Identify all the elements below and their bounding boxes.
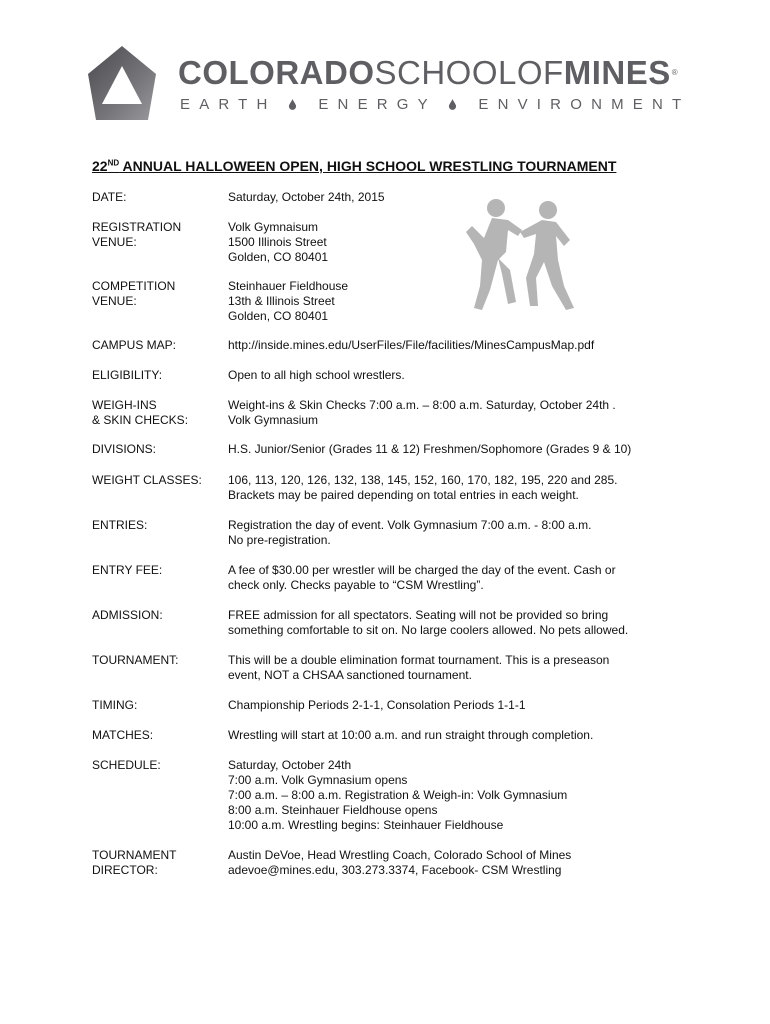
label-line: VENUE: <box>92 235 137 249</box>
label-line: TOURNAMENT: <box>92 653 179 667</box>
label-line: ENTRIES: <box>92 518 148 532</box>
title-number: 22 <box>92 158 108 174</box>
value-line: Austin DeVoe, Head Wrestling Coach, Colorado School of Mines <box>228 848 572 862</box>
tagline-earth: EARTH <box>180 96 277 113</box>
value-line: A fee of $30.00 per wrestler will be charged the day of the event. Cash or <box>228 563 616 577</box>
row-label <box>92 220 228 265</box>
row-label <box>92 563 228 593</box>
row-value <box>228 518 692 548</box>
row-value <box>228 563 692 593</box>
value-line: 106, 113, 120, 126, 132, 138, 145, 152, 160, 170, 182, 195, 220 and 285. <box>228 473 618 487</box>
row-value <box>228 473 692 503</box>
brand-wordmark <box>178 55 678 91</box>
mines-logo-icon <box>86 44 158 124</box>
row-eligibility <box>92 368 692 383</box>
value-line: Championship Periods 2-1-1, Consolation Periods 1-1-1 <box>228 698 526 712</box>
row-value <box>228 368 692 383</box>
drop-icon <box>288 99 297 110</box>
label-line: WEIGH-INS <box>92 398 157 412</box>
label-line: DIVISIONS: <box>92 442 157 456</box>
label-line: CAMPUS MAP: <box>92 338 177 352</box>
title-text: ANNUAL HALLOWEEN OPEN, HIGH SCHOOL WRESTLING TOURNAMENT <box>122 158 617 174</box>
label-line: SCHEDULE: <box>92 758 161 772</box>
row-label <box>92 190 228 205</box>
tagline-energy: ENERGY <box>318 96 437 113</box>
value-line: Saturday, October 24th <box>228 758 352 772</box>
row-value <box>228 608 692 638</box>
registered-mark: ® <box>671 68 679 77</box>
value-line: 7:00 a.m. Volk Gymnasium opens <box>228 773 408 787</box>
value-line: 8:00 a.m. Steinhauer Fieldhouse opens <box>228 803 438 817</box>
value-line: Steinhauer Fieldhouse <box>228 279 349 293</box>
row-registration-venue <box>92 220 692 265</box>
row-label <box>92 848 228 878</box>
row-entry-fee <box>92 563 692 593</box>
label-line: TOURNAMENT <box>92 848 177 862</box>
value-line: check only. Checks payable to “CSM Wrestling”. <box>228 578 484 592</box>
row-label <box>92 442 228 457</box>
row-date <box>92 190 692 205</box>
value-line: event, NOT a CHSAA sanctioned tournament. <box>228 668 472 682</box>
value-line: Volk Gymnasium <box>228 413 319 427</box>
value-line: 13th & Illinois Street <box>228 294 335 308</box>
title-ordinal: ND <box>107 158 120 168</box>
row-label <box>92 758 228 833</box>
label-line: ENTRY FEE: <box>92 563 163 577</box>
row-label <box>92 728 228 743</box>
row-label <box>92 608 228 638</box>
value-line: 1500 Illinois Street <box>228 235 327 249</box>
campus-map-link[interactable]: http://inside.mines.edu/UserFiles/File/facilities/MinesCampusMap.pdf <box>228 338 595 352</box>
label-line: TIMING: <box>92 698 138 712</box>
row-value <box>228 728 692 743</box>
row-value <box>228 653 692 683</box>
value-line: Volk Gymnaisum <box>228 220 319 234</box>
director-contact[interactable]: adevoe@mines.edu, 303.273.3374, Facebook- CSM Wrestling <box>228 863 562 877</box>
row-label <box>92 279 228 324</box>
brand-school-of: SCHOOLOF <box>374 54 564 91</box>
page-title <box>92 158 616 174</box>
header <box>86 44 691 124</box>
row-label <box>92 398 228 428</box>
row-campus-map <box>92 338 692 353</box>
row-schedule <box>92 758 692 833</box>
row-value <box>228 338 692 353</box>
value-line: Golden, CO 80401 <box>228 250 329 264</box>
row-admission <box>92 608 692 638</box>
value-line: Saturday, October 24th, 2015 <box>228 190 385 204</box>
value-line: 10:00 a.m. Wrestling begins: Steinhauer Fieldhouse <box>228 818 504 832</box>
row-label <box>92 698 228 713</box>
value-line: Registration the day of event. Volk Gymnasium 7:00 a.m. - 8:00 a.m. <box>228 518 592 532</box>
label-line: MATCHES: <box>92 728 154 742</box>
row-value <box>228 758 692 833</box>
row-label <box>92 368 228 383</box>
value-line: Open to all high school wrestlers. <box>228 368 405 382</box>
brand-mines: MINES <box>563 54 671 91</box>
label-line: & SKIN CHECKS: <box>92 413 189 427</box>
row-label <box>92 653 228 683</box>
row-tournament-director <box>92 848 692 878</box>
value-line: Golden, CO 80401 <box>228 309 329 323</box>
value-line: Brackets may be paired depending on total entries in each weight. <box>228 488 579 502</box>
row-value <box>228 279 692 324</box>
label-line: DIRECTOR: <box>92 863 158 877</box>
row-label <box>92 518 228 548</box>
value-line: something comfortable to sit on. No large coolers allowed. No pets allowed. <box>228 623 629 637</box>
drop-icon <box>448 99 457 110</box>
label-line: COMPETITION <box>92 279 176 293</box>
brand-colorado: COLORADO <box>178 54 375 91</box>
value-line: No pre-registration. <box>228 533 331 547</box>
row-value <box>228 442 692 457</box>
row-tournament <box>92 653 692 683</box>
row-weight-classes <box>92 473 692 503</box>
row-value <box>228 220 692 265</box>
row-weigh-ins <box>92 398 692 428</box>
row-label <box>92 338 228 353</box>
row-competition-venue <box>92 279 692 324</box>
value-line: H.S. Junior/Senior (Grades 11 & 12) Freshmen/Sophomore (Grades 9 & 10) <box>228 442 632 456</box>
label-line: DATE: <box>92 190 127 204</box>
row-matches <box>92 728 692 743</box>
value-line: Wrestling will start at 10:00 a.m. and run straight through completion. <box>228 728 594 742</box>
label-line: REGISTRATION <box>92 220 182 234</box>
row-value <box>228 698 692 713</box>
row-entries <box>92 518 692 548</box>
label-line: VENUE: <box>92 294 137 308</box>
label-line: WEIGHT CLASSES: <box>92 473 202 487</box>
row-divisions <box>92 442 692 457</box>
value-line: Weight-ins & Skin Checks 7:00 a.m. – 8:00 a.m. Saturday, October 24th . <box>228 398 616 412</box>
row-label <box>92 473 228 503</box>
brand-tagline <box>180 96 690 113</box>
row-value <box>228 398 692 428</box>
value-line: 7:00 a.m. – 8:00 a.m. Registration & Weigh-in: Volk Gymnasium <box>228 788 568 802</box>
row-value <box>228 190 692 205</box>
value-line: This will be a double elimination format tournament. This is a preseason <box>228 653 610 667</box>
value-line: FREE admission for all spectators. Seating will not be provided so bring <box>228 608 609 622</box>
label-line: ELIGIBILITY: <box>92 368 163 382</box>
row-value <box>228 848 692 878</box>
tagline-environment: ENVIRONMENT <box>478 96 691 113</box>
row-timing <box>92 698 692 713</box>
label-line: ADMISSION: <box>92 608 163 622</box>
info-list <box>92 190 692 878</box>
